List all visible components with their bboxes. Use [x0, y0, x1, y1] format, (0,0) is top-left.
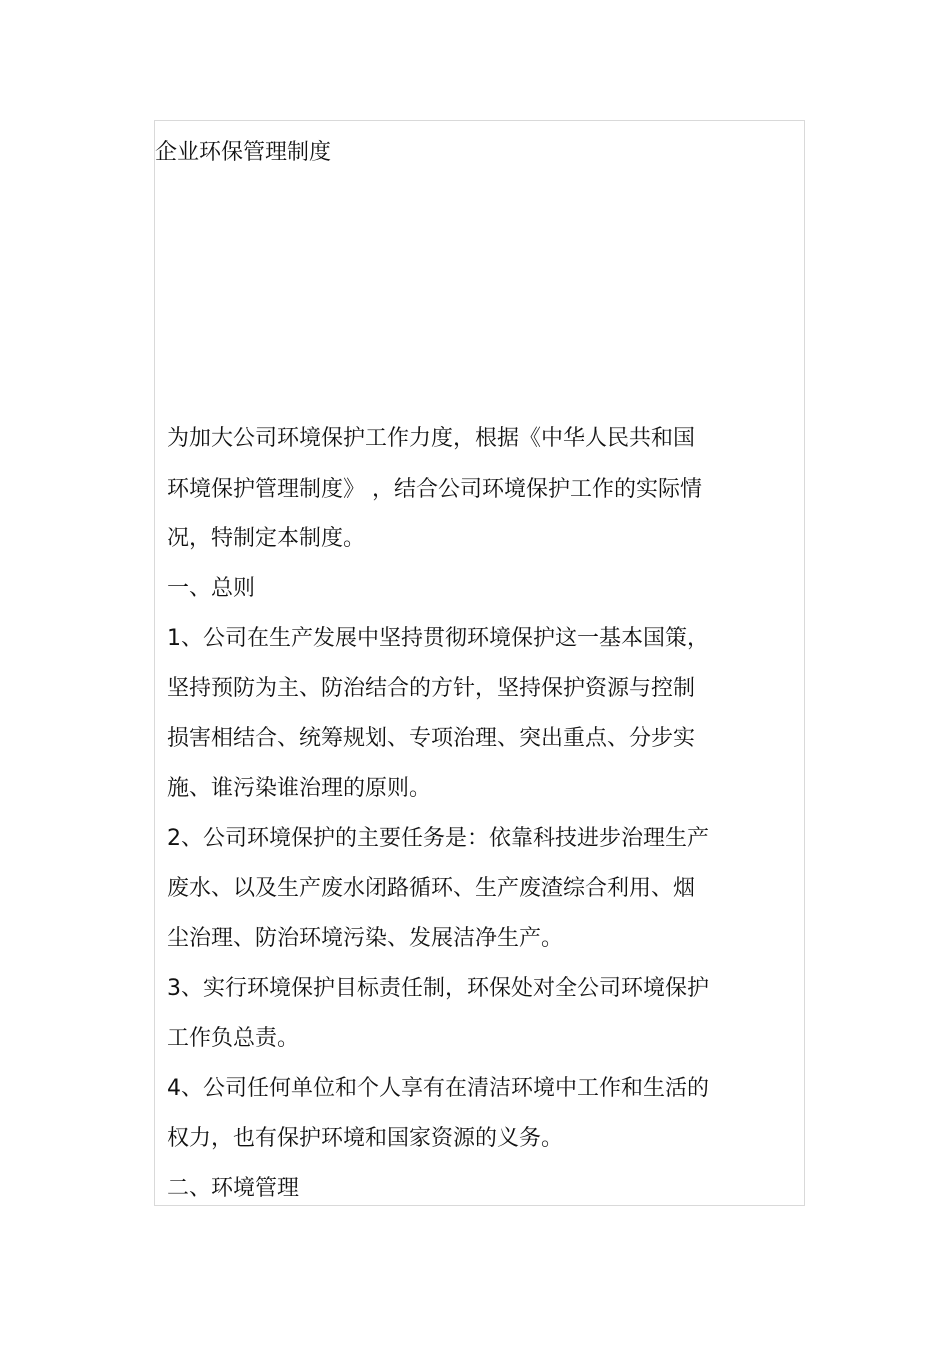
clause-2-line-3: 尘治理、防治环境污染、发展洁净生产。: [167, 926, 564, 951]
intro-line-3: 况，特制定本制度。: [167, 526, 366, 551]
intro-line-2: 环境保护管理制度》 ，结合公司环境保护工作的实际情: [167, 477, 702, 502]
clause-1-line-3: 损害相结合、统筹规划、专项治理、突出重点、分步实: [167, 726, 696, 751]
intro-line-1: 为加大公司环境保护工作力度，根据《中华人民共和国: [167, 426, 696, 451]
clause-2-line-2: 废水、以及生产废水闭路循环、生产废渣综合利用、烟: [167, 876, 696, 901]
clause-2-line-1: 2、公司环境保护的主要任务是：依靠科技进步治理生产: [167, 826, 709, 851]
section-heading-general: 一、总则: [167, 576, 256, 601]
clause-1-line-1: 1、公司在生产发展中坚持贯彻环境保护这一基本国策，: [167, 626, 709, 651]
clause-1-line-4: 施、谁污染谁治理的原则。: [167, 776, 432, 801]
clause-1-line-2: 坚持预防为主、防治结合的方针，坚持保护资源与控制: [167, 676, 696, 701]
section-heading-environment-management: 二、环境管理: [167, 1176, 300, 1201]
document-title: 企业环保管理制度: [155, 140, 332, 165]
clause-3-line-2: 工作负总责。: [167, 1026, 300, 1051]
clause-4-line-2: 权力，也有保护环境和国家资源的义务。: [167, 1126, 564, 1151]
clause-4-line-1: 4、公司任何单位和个人享有在清洁环境中工作和生活的: [167, 1076, 709, 1101]
clause-3-line-1: 3、实行环境保护目标责任制，环保处对全公司环境保护: [167, 976, 709, 1001]
